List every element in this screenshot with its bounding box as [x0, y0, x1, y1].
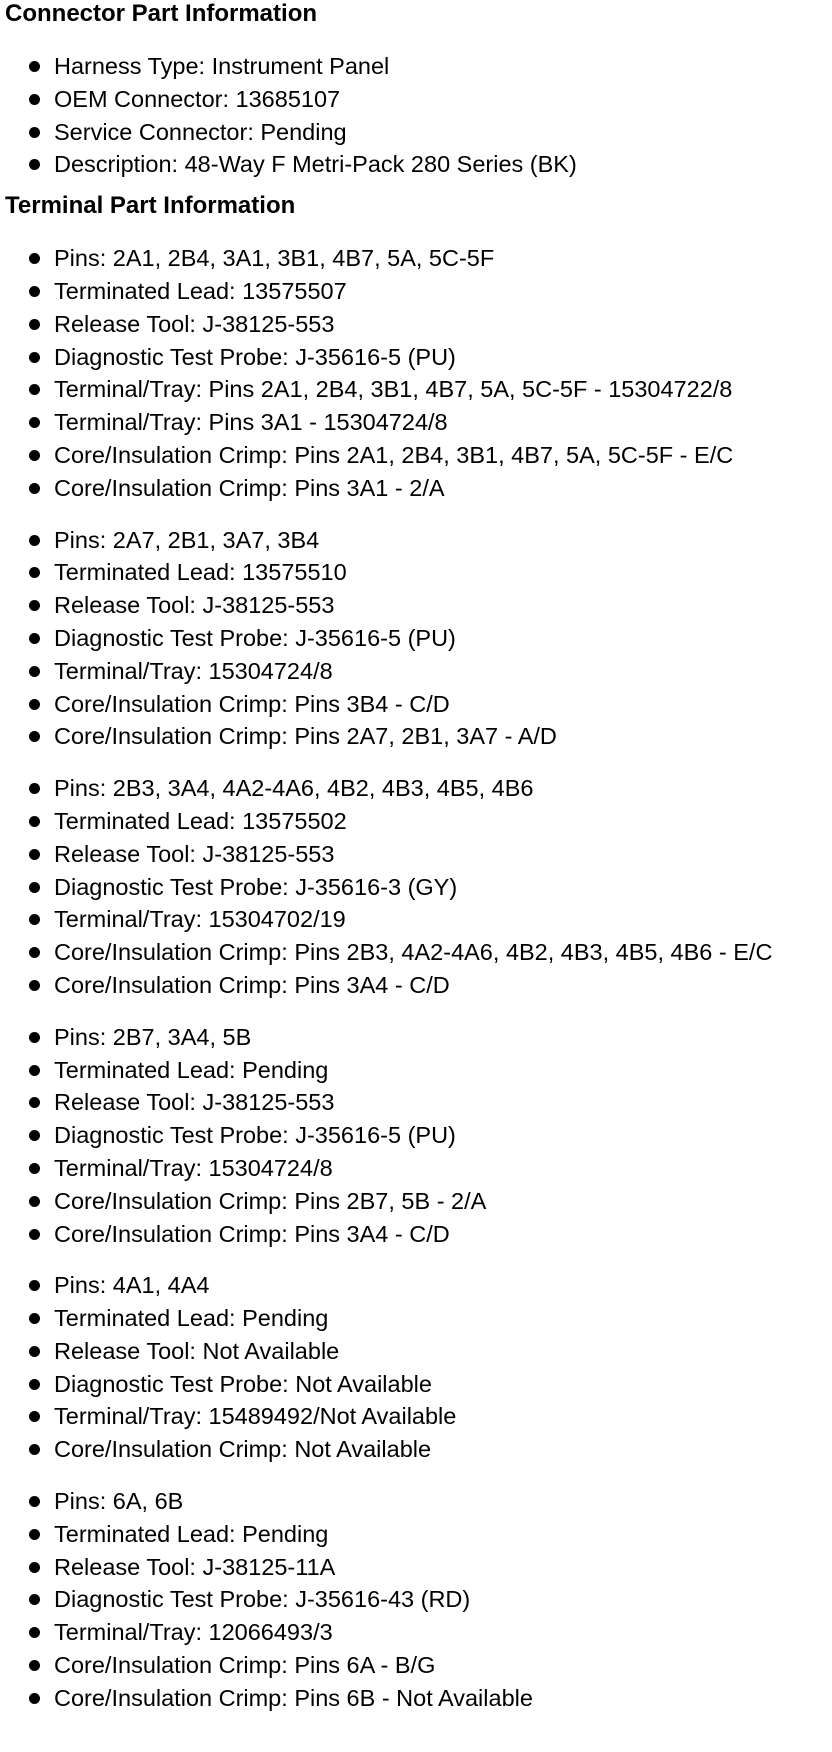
list-item: [0, 936, 832, 969]
list-item: [0, 1054, 832, 1087]
list-item-text: Terminal/Tray: 15304702/19: [54, 906, 346, 933]
list-item-text: Diagnostic Test Probe: J-35616-5 (PU): [54, 1122, 456, 1149]
bullet-icon: [29, 61, 40, 72]
list-item: [0, 1616, 832, 1649]
bullet-icon: [29, 1032, 40, 1043]
bullet-icon: [29, 1280, 40, 1291]
bullet-icon: [29, 1313, 40, 1324]
bullet-icon: [29, 384, 40, 395]
terminal-part-information-heading: Terminal Part Information: [5, 192, 296, 220]
list-item-text: Terminal/Tray: 15304724/8: [54, 657, 333, 684]
terminal-group-5: [0, 1269, 832, 1466]
bullet-icon: [29, 352, 40, 363]
list-item: [0, 871, 832, 904]
bullet-icon: [29, 1130, 40, 1141]
bullet-icon: [29, 1163, 40, 1174]
list-item: [0, 439, 832, 472]
list-item-text: Service Connector: Pending: [54, 118, 347, 145]
list-item-text: Terminated Lead: Pending: [54, 1520, 329, 1547]
bullet-icon: [29, 1411, 40, 1422]
terminal-group-4: [0, 1021, 832, 1251]
list-item: [0, 275, 832, 308]
connector-part-information-heading: Connector Part Information: [5, 0, 318, 27]
bullet-icon: [29, 849, 40, 860]
list-item-text: Pins: 4A1, 4A4: [54, 1272, 210, 1299]
list-item: [0, 622, 832, 655]
list-item: [0, 308, 832, 341]
list-item: [0, 655, 832, 688]
bullet-icon: [29, 1065, 40, 1076]
list-item-text: Terminated Lead: 13575502: [54, 807, 347, 834]
list-item: [0, 50, 832, 83]
terminal-group-6: [0, 1485, 832, 1715]
list-item: [0, 1302, 832, 1335]
bullet-icon: [29, 286, 40, 297]
list-item: [0, 1086, 832, 1119]
list-item: [0, 838, 832, 871]
bullet-icon: [29, 914, 40, 925]
list-item-text: Terminal/Tray: Pins 2A1, 2B4, 3B1, 4B7, 5A, 5C-5F - 15304722/8: [54, 376, 733, 403]
list-item: [0, 1185, 832, 1218]
list-item: [0, 1682, 832, 1715]
list-item-text: Pins: 2B3, 3A4, 4A2-4A6, 4B2, 4B3, 4B5, 4B6: [54, 775, 534, 802]
bullet-icon: [29, 567, 40, 578]
list-item: [0, 772, 832, 805]
list-item-text: Core/Insulation Crimp: Pins 6A - B/G: [54, 1652, 436, 1679]
list-item: [0, 1433, 832, 1466]
bullet-icon: [29, 816, 40, 827]
list-item-text: Pins: 2A7, 2B1, 3A7, 3B4: [54, 526, 320, 553]
bullet-icon: [29, 666, 40, 677]
list-item: [0, 1152, 832, 1185]
list-item-text: Terminal/Tray: 12066493/3: [54, 1619, 333, 1646]
list-item: [0, 903, 832, 936]
list-item: [0, 589, 832, 622]
bullet-icon: [29, 699, 40, 710]
bullet-icon: [29, 535, 40, 546]
list-item: [0, 805, 832, 838]
list-item-text: Terminal/Tray: 15489492/Not Available: [54, 1403, 457, 1430]
list-item: [0, 373, 832, 406]
bullet-icon: [29, 600, 40, 611]
list-item-text: Diagnostic Test Probe: J-35616-43 (RD): [54, 1586, 471, 1613]
bullet-icon: [29, 159, 40, 170]
bullet-icon: [29, 1444, 40, 1455]
list-item-text: Description: 48-Way F Metri-Pack 280 Series (BK): [54, 151, 577, 178]
list-item-text: Diagnostic Test Probe: Not Available: [54, 1370, 432, 1397]
bullet-icon: [29, 94, 40, 105]
list-item: [0, 406, 832, 439]
bullet-icon: [29, 1660, 40, 1671]
list-item: [0, 1518, 832, 1551]
list-item-text: Core/Insulation Crimp: Pins 6B - Not Available: [54, 1684, 533, 1711]
bullet-icon: [29, 1379, 40, 1390]
bullet-icon: [29, 882, 40, 893]
list-item-text: Release Tool: J-38125-553: [54, 1089, 335, 1116]
list-item-text: Release Tool: J-38125-553: [54, 310, 335, 337]
bullet-icon: [29, 1097, 40, 1108]
bullet-icon: [29, 783, 40, 794]
list-item: [0, 1485, 832, 1518]
list-item: [0, 1400, 832, 1433]
list-item-text: OEM Connector: 13685107: [54, 85, 341, 112]
bullet-icon: [29, 319, 40, 330]
list-item-text: Core/Insulation Crimp: Pins 2A7, 2B1, 3A7 - A/D: [54, 723, 557, 750]
list-item: [0, 472, 832, 505]
list-item-text: Terminated Lead: 13575510: [54, 559, 347, 586]
list-item-text: Terminated Lead: Pending: [54, 1305, 329, 1332]
bullet-icon: [29, 417, 40, 428]
list-item: [0, 1119, 832, 1152]
list-item-text: Terminated Lead: 13575507: [54, 277, 347, 304]
bullet-icon: [29, 947, 40, 958]
bullet-icon: [29, 1627, 40, 1638]
list-item-text: Release Tool: Not Available: [54, 1337, 340, 1364]
list-item-text: Pins: 2A1, 2B4, 3A1, 3B1, 4B7, 5A, 5C-5F: [54, 245, 495, 272]
list-item: [0, 1368, 832, 1401]
list-item: [0, 524, 832, 557]
list-item: [0, 1269, 832, 1302]
bullet-icon: [29, 1562, 40, 1573]
list-item-text: Pins: 6A, 6B: [54, 1488, 184, 1515]
list-item-text: Terminal/Tray: Pins 3A1 - 15304724/8: [54, 409, 448, 436]
list-item-text: Core/Insulation Crimp: Not Available: [54, 1436, 432, 1463]
bullet-icon: [29, 1529, 40, 1540]
list-item-text: Release Tool: J-38125-553: [54, 592, 335, 619]
bullet-icon: [29, 1196, 40, 1207]
list-item-text: Pins: 2B7, 3A4, 5B: [54, 1023, 252, 1050]
bullet-icon: [29, 633, 40, 644]
bullet-icon: [29, 450, 40, 461]
list-item: [0, 556, 832, 589]
list-item: [0, 148, 832, 181]
bullet-icon: [29, 1346, 40, 1357]
list-item: [0, 116, 832, 149]
bullet-icon: [29, 1693, 40, 1704]
list-item-text: Core/Insulation Crimp: Pins 3B4 - C/D: [54, 690, 450, 717]
list-item-text: Core/Insulation Crimp: Pins 2B7, 5B - 2/A: [54, 1187, 487, 1214]
list-item-text: Release Tool: J-38125-11A: [54, 1553, 336, 1580]
list-item-text: Terminal/Tray: 15304724/8: [54, 1154, 333, 1181]
list-item-text: Terminated Lead: Pending: [54, 1056, 329, 1083]
list-item: [0, 341, 832, 374]
terminal-group-1: [0, 242, 832, 504]
list-item: [0, 1649, 832, 1682]
list-item: [0, 1583, 832, 1616]
bullet-icon: [29, 1594, 40, 1605]
list-item-text: Core/Insulation Crimp: Pins 2A1, 2B4, 3B1, 4B7, 5A, 5C-5F - E/C: [54, 441, 734, 468]
list-item-text: Core/Insulation Crimp: Pins 3A4 - C/D: [54, 1220, 450, 1247]
list-item-text: Release Tool: J-38125-553: [54, 840, 335, 867]
list-item: [0, 1218, 832, 1251]
list-item: [0, 83, 832, 116]
list-item: [0, 1335, 832, 1368]
list-item: [0, 688, 832, 721]
bullet-icon: [29, 483, 40, 494]
list-item: [0, 1021, 832, 1054]
bullet-icon: [29, 127, 40, 138]
bullet-icon: [29, 253, 40, 264]
list-item-text: Harness Type: Instrument Panel: [54, 53, 390, 79]
bullet-icon: [29, 1229, 40, 1240]
list-item-text: Diagnostic Test Probe: J-35616-5 (PU): [54, 343, 456, 370]
terminal-group-2: [0, 524, 832, 754]
list-item-text: Diagnostic Test Probe: J-35616-5 (PU): [54, 624, 456, 651]
bullet-icon: [29, 980, 40, 991]
list-item: [0, 720, 832, 753]
connector-info-list: [0, 50, 832, 181]
list-item-text: Core/Insulation Crimp: Pins 3A4 - C/D: [54, 971, 450, 998]
terminal-group-3: [0, 772, 832, 1002]
list-item: [0, 242, 832, 275]
bullet-icon: [29, 731, 40, 742]
list-item: [0, 969, 832, 1002]
bullet-icon: [29, 1496, 40, 1507]
list-item-text: Diagnostic Test Probe: J-35616-3 (GY): [54, 873, 458, 900]
list-item-text: Core/Insulation Crimp: Pins 2B3, 4A2-4A6, 4B2, 4B3, 4B5, 4B6 - E/C: [54, 939, 773, 966]
list-item-text: Core/Insulation Crimp: Pins 3A1 - 2/A: [54, 474, 445, 501]
list-item: [0, 1551, 832, 1584]
